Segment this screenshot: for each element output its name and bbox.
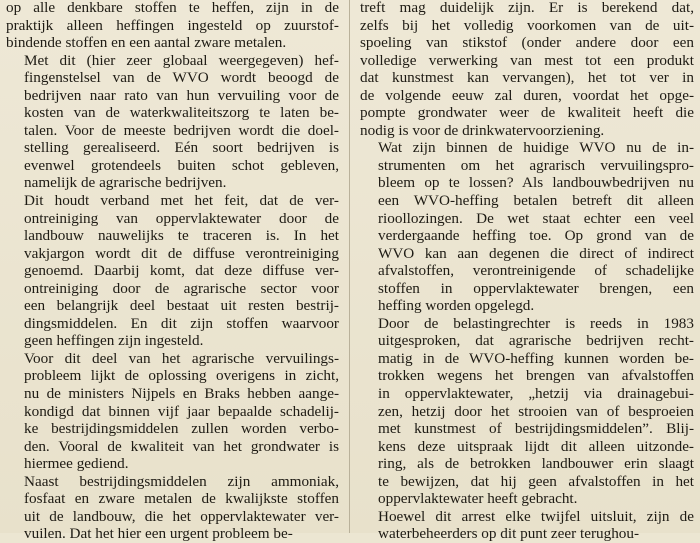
text-line: ontreiniging van oppervlaktewater door de bbox=[24, 209, 339, 227]
text-line: ontreiniging door de agrarische sector voor bbox=[24, 279, 339, 297]
text-line: een belangrijk deel bestaat uit resten bestrij- bbox=[24, 297, 339, 315]
text-line: op alle denkbare stoffen te heffen, zijn in de bbox=[6, 0, 339, 16]
text-line: spoeling van stikstof (onder andere door een bbox=[360, 34, 694, 52]
text-line: strumenten om het agrarisch vervuilingspro- bbox=[378, 156, 694, 174]
text-line: nodig is voor de drinkwatervoorziening. bbox=[360, 121, 605, 139]
left-column bbox=[6, 0, 339, 543]
text-line: een WVO-heffing betalen betreft dit alleen bbox=[378, 192, 694, 210]
text-line: bindende stoffen en een aantal zware metalen. bbox=[6, 34, 287, 52]
text-line: stoffen in oppervlaktewater brengen, een bbox=[378, 279, 694, 297]
paragraph bbox=[360, 0, 694, 139]
paragraph bbox=[360, 508, 694, 543]
paragraph bbox=[6, 52, 339, 192]
text-line: geen heffingen zijn ingesteld. bbox=[24, 332, 204, 350]
paragraph bbox=[360, 315, 694, 508]
text-line: in oppervlaktewater, „hetzij via drainagebui- bbox=[378, 385, 694, 403]
text-line: kondigd dat binnen vijf jaar bepaalde schadelij- bbox=[24, 402, 339, 420]
text-line: met kunstmest of bestrijdingsmiddelen”. Blij- bbox=[378, 420, 694, 438]
text-line: heffing worden opgelegd. bbox=[378, 297, 535, 315]
text-line: uit de landbouw, die het oppervlaktewater ver- bbox=[24, 507, 339, 525]
paragraph bbox=[6, 350, 339, 473]
text-line: uitgesproken, dat agrarische bedrijven recht- bbox=[378, 332, 694, 350]
text-line: probleem lijkt de oplossing overigens in zicht, bbox=[24, 367, 339, 385]
text-line: te bewijzen, dat hij geen afvalstoffen in het bbox=[378, 472, 694, 490]
text-line: kens deze uitspraak lijdt dit alleen uitzonde- bbox=[378, 437, 694, 455]
text-line: trokken wegens het brengen van afvalstoffen bbox=[378, 367, 694, 385]
text-line: dat kunstmest kan vervangen), het tot ver in bbox=[360, 69, 694, 87]
text-line: de volgende eeuw zal duren, voordat het opge- bbox=[360, 86, 694, 104]
text-line: Dit houdt verband met het feit, dat de ver- bbox=[24, 192, 339, 210]
text-line: waterbeheerders op dit punt zeer terughou- bbox=[378, 525, 640, 543]
column-divider bbox=[349, 0, 350, 533]
text-line: oppervlaktewater heeft gebracht. bbox=[378, 490, 578, 508]
text-line: zen, hetzij door het strooien van of besproeien bbox=[378, 402, 694, 420]
text-line: talen. Voor de meeste bedrijven wordt die doel- bbox=[24, 121, 339, 139]
text-line: Door de belastingrechter is reeds in 1983 bbox=[378, 314, 694, 332]
text-line: WVO kan aan degenen die direct of indirect bbox=[378, 244, 694, 262]
text-line: afvalstoffen, verontreinigende of schadelijke bbox=[378, 262, 694, 280]
text-line: ring, als de betrokken landbouwer erin slaagt bbox=[378, 455, 694, 473]
text-line: vuilen. Dat het hier een urgent probleem be- bbox=[24, 525, 293, 543]
text-line: ke bestrijdingsmiddelen zullen worden verbo- bbox=[24, 420, 339, 438]
text-line: treft mag duidelijk zijn. Er is berekend dat, bbox=[360, 0, 694, 16]
text-line: landbouw nauwelijks te traceren is. In het bbox=[24, 227, 339, 245]
text-line: volledige verwerking van mest tot een produkt bbox=[360, 51, 694, 69]
text-line: matig in de WVO-heffing kunnen worden be- bbox=[378, 349, 694, 367]
text-line: den. Vooral de kwaliteit van het grondwater is bbox=[24, 437, 339, 455]
text-line: fingenstelsel van de WVO wordt beoogd de bbox=[24, 69, 339, 87]
text-line: bleem op te lossen? Als landbouwbedrijven nu bbox=[378, 174, 694, 192]
text-line: verdergaande heffing toe. Op grond van de bbox=[378, 227, 694, 245]
text-line: nu de ministers Nijpels en Braks hebben aange- bbox=[24, 385, 339, 403]
text-line: vakjargon wordt dit de diffuse verontreiniging bbox=[24, 244, 339, 262]
text-line: Met dit (hier zeer globaal weergegeven) hef- bbox=[24, 51, 339, 69]
text-line: evenwel grotendeels buiten schot gebleven, bbox=[24, 156, 339, 174]
text-line: namelijk de agrarische bedrijven. bbox=[24, 174, 227, 192]
paragraph bbox=[360, 139, 694, 314]
text-line: kosten van de waterkwaliteitszorg te laten be- bbox=[24, 104, 339, 122]
text-line: dingsmiddelen. En dit zijn stoffen waarvoor bbox=[24, 314, 339, 332]
text-line: praktijk alleen heffingen ingesteld op zuurstof- bbox=[6, 16, 339, 34]
paragraph bbox=[6, 473, 339, 543]
right-column bbox=[360, 0, 694, 543]
text-line: Hoewel dit arrest elke twijfel uitsluit, zijn de bbox=[378, 507, 694, 525]
text-line: Naast bestrijdingsmiddelen zijn ammoniak, bbox=[24, 472, 339, 490]
text-line: hiermee gediend. bbox=[24, 455, 129, 473]
text-line: bedrijven naar rato van hun vervuiling voor de bbox=[24, 86, 339, 104]
text-line: genoemd. Daarbij komt, dat deze diffuse ver- bbox=[24, 262, 339, 280]
text-line: pompte grondwater weer de kwaliteit heeft die bbox=[360, 104, 694, 122]
text-line: zelfs bij het volledig voorkomen van de uit- bbox=[360, 16, 694, 34]
text-line: rioollozingen. De wet staat echter een veel bbox=[378, 209, 694, 227]
text-line: stelling gerealiseerd. Eén soort bedrijven is bbox=[24, 139, 339, 157]
paragraph bbox=[6, 0, 339, 52]
paragraph bbox=[6, 192, 339, 350]
text-line: fosfaat en zware metalen de kwalijkste stoffen bbox=[24, 490, 339, 508]
text-line: Wat zijn binnen de huidige WVO nu de in- bbox=[378, 139, 694, 157]
text-line: Voor dit deel van het agrarische vervuilings- bbox=[24, 349, 339, 367]
